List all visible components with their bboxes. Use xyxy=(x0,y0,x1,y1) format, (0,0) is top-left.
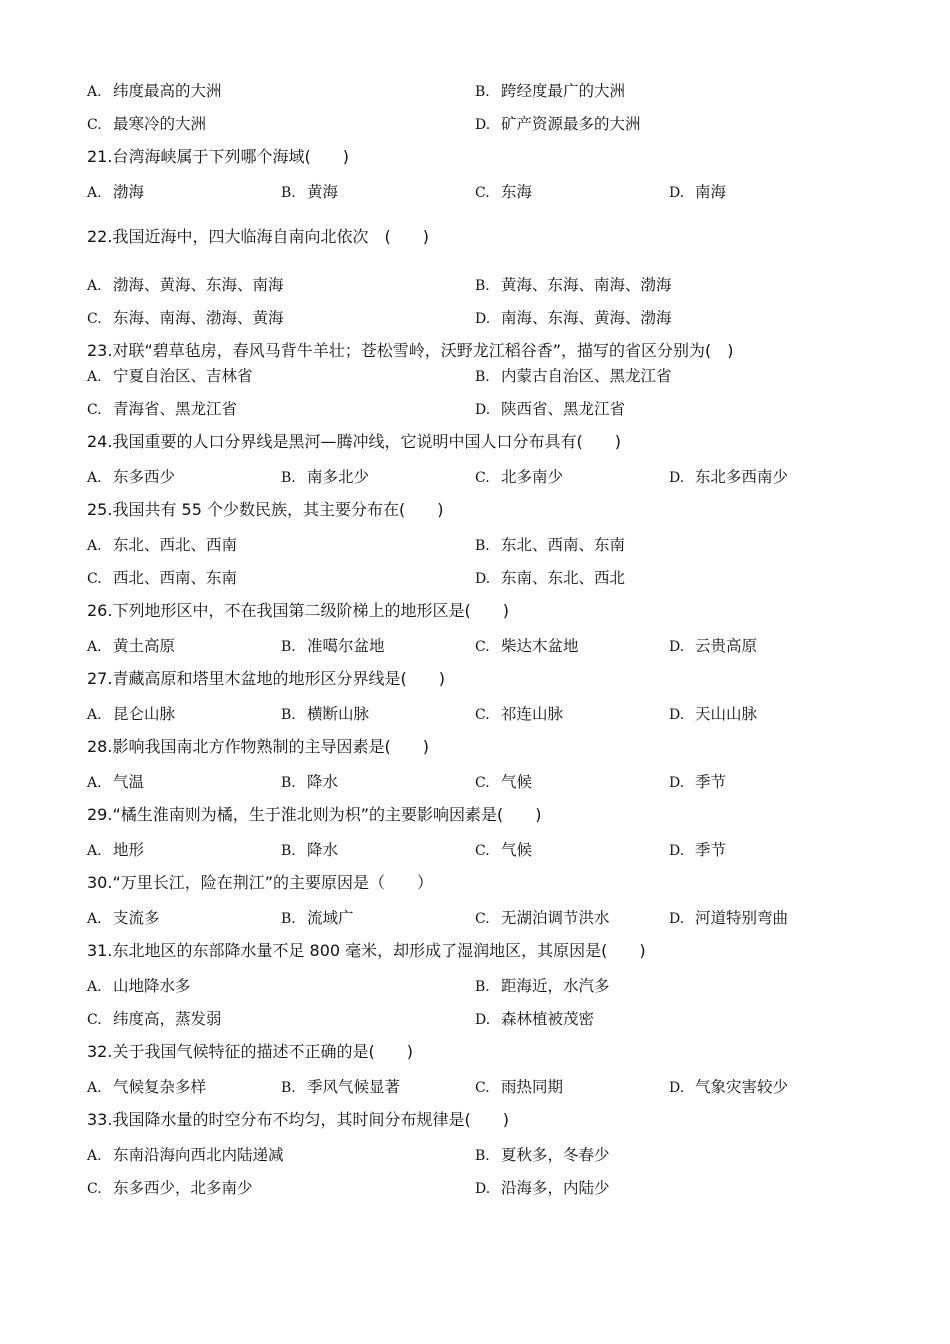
option-letter: C. xyxy=(475,185,490,201)
answer-option xyxy=(669,465,788,490)
answer-option xyxy=(475,566,625,591)
option-text: 南海 xyxy=(695,183,727,201)
answer-option xyxy=(87,180,144,205)
question-text: 24.我国重要的人口分界线是黑河—腾冲线，它说明中国人口分布具有( ) xyxy=(87,432,621,451)
option-letter: D. xyxy=(669,185,685,201)
option-text: 东南沿海向西北内陆递减 xyxy=(113,1146,284,1164)
option-text: 东海 xyxy=(501,183,533,201)
answer-option xyxy=(87,79,222,104)
answer-option xyxy=(87,906,160,931)
options-row xyxy=(0,273,950,297)
answer-option xyxy=(475,838,532,863)
option-letter: C. xyxy=(87,1012,102,1028)
option-text: 纬度高，蒸发弱 xyxy=(113,1010,222,1028)
question-row xyxy=(0,939,950,963)
answer-option xyxy=(475,180,532,205)
option-letter: C. xyxy=(87,117,102,133)
option-letter: D. xyxy=(669,775,685,791)
option-text: 渤海 xyxy=(113,183,145,201)
option-letter: D. xyxy=(475,117,491,133)
answer-option xyxy=(669,702,757,727)
question-text: 23.对联“碧草毡房，春风马背牛羊壮；苍松雪岭，沃野龙江稻谷香”，描写的省区分别为( ) xyxy=(87,341,734,360)
question-row xyxy=(0,1040,950,1064)
answer-option xyxy=(475,974,610,999)
option-text: 青海省、黑龙江省 xyxy=(113,400,238,418)
options-row xyxy=(0,364,950,388)
question-row xyxy=(0,498,950,522)
option-letter: C. xyxy=(475,911,490,927)
answer-option xyxy=(475,906,610,931)
option-text: 气候 xyxy=(501,841,533,859)
option-letter: C. xyxy=(475,707,490,723)
option-text: 河道特别弯曲 xyxy=(695,909,789,927)
answer-option xyxy=(281,838,338,863)
answer-option xyxy=(669,906,788,931)
option-text: 流域广 xyxy=(307,909,354,927)
option-letter: B. xyxy=(475,278,490,294)
answer-option xyxy=(475,1007,594,1032)
option-text: 最寒冷的大洲 xyxy=(113,115,207,133)
option-letter: C. xyxy=(87,311,102,327)
question-text: 28.影响我国南北方作物熟制的主导因素是( ) xyxy=(87,737,429,756)
answer-option xyxy=(475,1143,610,1168)
option-text: 昆仑山脉 xyxy=(113,705,176,723)
option-letter: A. xyxy=(87,278,102,294)
option-letter: C. xyxy=(87,402,102,418)
answer-option xyxy=(475,533,625,558)
option-letter: A. xyxy=(87,979,102,995)
option-text: 渤海、黄海、东海、南海 xyxy=(113,276,284,294)
option-letter: C. xyxy=(87,1181,102,1197)
option-letter: B. xyxy=(281,639,296,655)
options-row xyxy=(0,1075,950,1099)
answer-option xyxy=(87,397,237,422)
option-letter: A. xyxy=(87,775,102,791)
answer-option xyxy=(475,79,625,104)
answer-option xyxy=(281,702,369,727)
option-text: 季风气候显著 xyxy=(307,1078,401,1096)
options-row xyxy=(0,306,950,330)
answer-option xyxy=(281,180,338,205)
option-text: 黄土高原 xyxy=(113,637,176,655)
answer-option xyxy=(87,1143,284,1168)
option-letter: C. xyxy=(475,775,490,791)
question-row xyxy=(0,599,950,623)
option-text: 跨经度最广的大洲 xyxy=(501,82,626,100)
option-text: 气温 xyxy=(113,773,145,791)
option-text: 东南、东北、西北 xyxy=(501,569,626,587)
option-text: 北多南少 xyxy=(501,468,564,486)
answer-option xyxy=(475,397,625,422)
option-letter: A. xyxy=(87,1148,102,1164)
option-text: 地形 xyxy=(113,841,145,859)
option-text: 降水 xyxy=(307,773,339,791)
answer-option xyxy=(669,770,726,795)
question-text: 32.关于我国气候特征的描述不正确的是( ) xyxy=(87,1042,413,1061)
question-row xyxy=(0,667,950,691)
option-letter: B. xyxy=(281,775,296,791)
option-text: 东北、西南、东南 xyxy=(501,536,626,554)
option-letter: B. xyxy=(281,185,296,201)
option-letter: C. xyxy=(475,470,490,486)
option-text: 季节 xyxy=(695,841,727,859)
answer-option xyxy=(475,465,563,490)
answer-option xyxy=(475,306,672,331)
options-row xyxy=(0,1007,950,1031)
option-letter: C. xyxy=(475,843,490,859)
option-letter: B. xyxy=(475,979,490,995)
options-row xyxy=(0,838,950,862)
answer-option xyxy=(87,838,144,863)
answer-option xyxy=(281,1075,400,1100)
option-letter: D. xyxy=(669,470,685,486)
answer-option xyxy=(87,634,175,659)
option-text: 沿海多，内陆少 xyxy=(501,1179,610,1197)
option-text: 东多西少 xyxy=(113,468,176,486)
option-letter: B. xyxy=(475,1148,490,1164)
question-text: 30.“万里长江，险在荆江”的主要原因是（ ） xyxy=(87,873,434,892)
option-letter: A. xyxy=(87,470,102,486)
answer-option xyxy=(87,1075,206,1100)
option-text: 西北、西南、东南 xyxy=(113,569,238,587)
option-letter: A. xyxy=(87,707,102,723)
options-row xyxy=(0,906,950,930)
option-text: 森林植被茂密 xyxy=(501,1010,595,1028)
option-letter: A. xyxy=(87,1080,102,1096)
option-text: 宁夏自治区、吉林省 xyxy=(113,367,253,385)
option-letter: D. xyxy=(669,911,685,927)
answer-option xyxy=(475,273,672,298)
option-letter: D. xyxy=(475,1012,491,1028)
option-letter: D. xyxy=(475,1181,491,1197)
option-text: 南多北少 xyxy=(307,468,370,486)
option-text: 南海、东海、黄海、渤海 xyxy=(501,309,672,327)
option-letter: C. xyxy=(475,639,490,655)
option-letter: A. xyxy=(87,84,102,100)
answer-option xyxy=(475,112,641,137)
option-text: 准噶尔盆地 xyxy=(307,637,385,655)
answer-option xyxy=(281,465,369,490)
answer-option xyxy=(87,306,284,331)
option-text: 纬度最高的大洲 xyxy=(113,82,222,100)
option-text: 雨热同期 xyxy=(501,1078,564,1096)
answer-option xyxy=(281,770,338,795)
question-text: 25.我国共有 55 个少数民族，其主要分布在( ) xyxy=(87,500,444,519)
option-letter: D. xyxy=(475,402,491,418)
question-row xyxy=(0,803,950,827)
option-letter: B. xyxy=(281,470,296,486)
question-text: 21.台湾海峡属于下列哪个海域( ) xyxy=(87,147,349,166)
question-text: 27.青藏高原和塔里木盆地的地形区分界线是( ) xyxy=(87,669,445,688)
option-letter: D. xyxy=(475,311,491,327)
answer-option xyxy=(87,770,144,795)
option-letter: B. xyxy=(281,843,296,859)
option-text: 云贵高原 xyxy=(695,637,758,655)
option-letter: B. xyxy=(475,538,490,554)
answer-option xyxy=(87,566,237,591)
question-row xyxy=(0,339,950,363)
question-text: 26.下列地形区中，不在我国第二级阶梯上的地形区是( ) xyxy=(87,601,509,620)
answer-option xyxy=(475,770,532,795)
option-letter: B. xyxy=(475,369,490,385)
option-text: 距海近，水汽多 xyxy=(501,977,610,995)
options-row xyxy=(0,702,950,726)
option-letter: A. xyxy=(87,639,102,655)
answer-option xyxy=(669,180,726,205)
option-text: 东北多西南少 xyxy=(695,468,789,486)
option-text: 东北、西北、西南 xyxy=(113,536,238,554)
answer-option xyxy=(87,364,253,389)
option-letter: D. xyxy=(669,1080,685,1096)
question-row xyxy=(0,735,950,759)
answer-option xyxy=(475,634,579,659)
option-text: 内蒙古自治区、黑龙江省 xyxy=(501,367,672,385)
options-row xyxy=(0,112,950,136)
option-text: 东多西少，北多南少 xyxy=(113,1179,253,1197)
options-row xyxy=(0,974,950,998)
option-text: 气候 xyxy=(501,773,533,791)
options-row xyxy=(0,180,950,204)
options-row xyxy=(0,770,950,794)
option-text: 柴达木盆地 xyxy=(501,637,579,655)
answer-option xyxy=(87,465,175,490)
answer-option xyxy=(87,533,237,558)
answer-option xyxy=(669,838,726,863)
option-text: 黄海、东海、南海、渤海 xyxy=(501,276,672,294)
option-letter: D. xyxy=(669,843,685,859)
answer-option xyxy=(475,1176,610,1201)
options-row xyxy=(0,634,950,658)
option-text: 季节 xyxy=(695,773,727,791)
option-text: 黄海 xyxy=(307,183,339,201)
answer-option xyxy=(281,906,354,931)
question-row xyxy=(0,871,950,895)
option-letter: C. xyxy=(475,1080,490,1096)
question-row xyxy=(0,1108,950,1132)
option-letter: A. xyxy=(87,843,102,859)
option-letter: D. xyxy=(475,571,491,587)
answer-option xyxy=(87,112,206,137)
question-text: 31.东北地区的东部降水量不足 800 毫米，却形成了湿润地区，其原因是( ) xyxy=(87,941,646,960)
option-text: 无湖泊调节洪水 xyxy=(501,909,610,927)
options-row xyxy=(0,397,950,421)
option-text: 夏秋多，冬春少 xyxy=(501,1146,610,1164)
option-text: 气候复杂多样 xyxy=(113,1078,207,1096)
option-letter: A. xyxy=(87,185,102,201)
answer-option xyxy=(87,1176,253,1201)
option-letter: D. xyxy=(669,707,685,723)
option-letter: C. xyxy=(87,571,102,587)
option-text: 山地降水多 xyxy=(113,977,191,995)
option-letter: A. xyxy=(87,538,102,554)
question-row xyxy=(0,145,950,169)
option-text: 矿产资源最多的大洲 xyxy=(501,115,641,133)
option-letter: B. xyxy=(281,1080,296,1096)
answer-option xyxy=(281,634,385,659)
answer-option xyxy=(475,702,563,727)
answer-option xyxy=(87,974,191,999)
answer-option xyxy=(87,1007,222,1032)
question-text: 22.我国近海中，四大临海自南向北依次 ( ) xyxy=(87,227,429,246)
answer-option xyxy=(87,273,284,298)
options-row xyxy=(0,79,950,103)
options-row xyxy=(0,566,950,590)
answer-option xyxy=(669,1075,788,1100)
option-letter: D. xyxy=(669,639,685,655)
option-text: 支流多 xyxy=(113,909,160,927)
option-text: 祁连山脉 xyxy=(501,705,564,723)
option-letter: B. xyxy=(281,707,296,723)
option-text: 降水 xyxy=(307,841,339,859)
option-text: 横断山脉 xyxy=(307,705,370,723)
question-text: 29.“橘生淮南则为橘，生于淮北则为枳”的主要影响因素是( ) xyxy=(87,805,542,824)
option-letter: B. xyxy=(475,84,490,100)
answer-option xyxy=(87,702,175,727)
option-text: 气象灾害较少 xyxy=(695,1078,789,1096)
option-letter: A. xyxy=(87,369,102,385)
option-letter: B. xyxy=(281,911,296,927)
answer-option xyxy=(475,1075,563,1100)
answer-option xyxy=(669,634,757,659)
option-text: 东海、南海、渤海、黄海 xyxy=(113,309,284,327)
answer-option xyxy=(475,364,672,389)
options-row xyxy=(0,533,950,557)
options-row xyxy=(0,1176,950,1200)
option-text: 陕西省、黑龙江省 xyxy=(501,400,626,418)
options-row xyxy=(0,1143,950,1167)
options-row xyxy=(0,465,950,489)
option-letter: A. xyxy=(87,911,102,927)
question-row xyxy=(0,225,950,249)
option-text: 天山山脉 xyxy=(695,705,758,723)
question-row xyxy=(0,430,950,454)
question-text: 33.我国降水量的时空分布不均匀，其时间分布规律是( ) xyxy=(87,1110,509,1129)
